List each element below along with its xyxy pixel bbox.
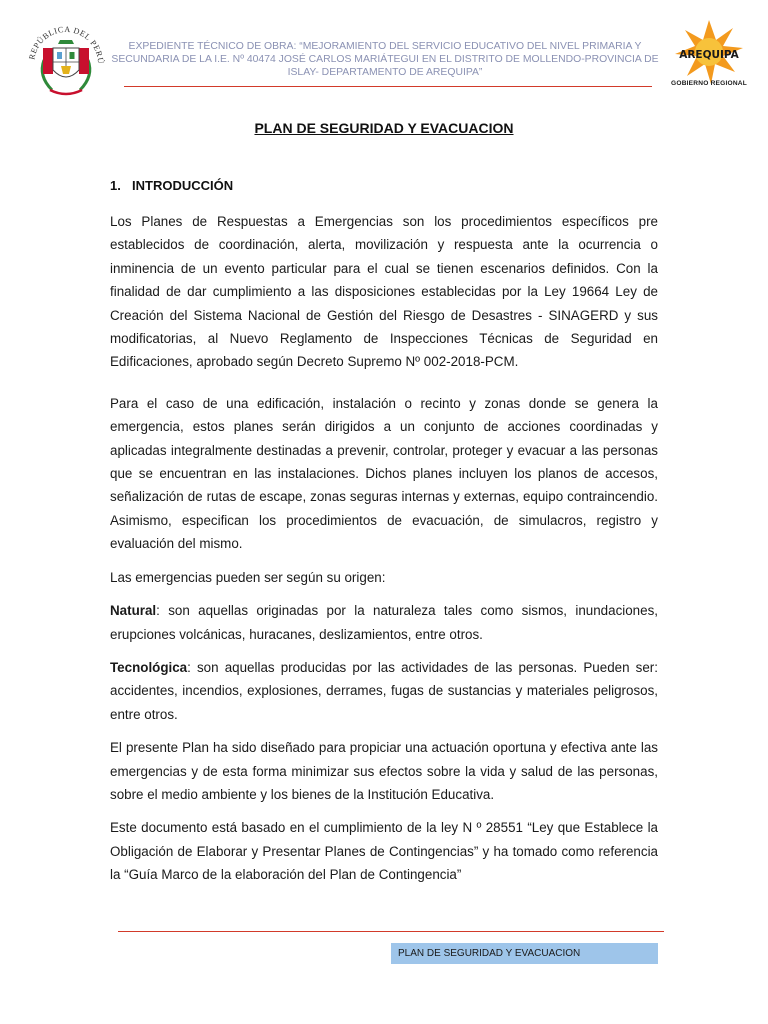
definition-natural: : son aquellas originadas por la naturaleza tales como sismos, inundaciones, erupciones volcánicas, huracanes, deslizamientos, entre otros. [110, 603, 658, 642]
peru-coat-of-arms-icon [22, 14, 110, 98]
section-title: INTRODUCCIÓN [132, 178, 234, 193]
footer-label: PLAN DE SEGURIDAD Y EVACUACION [391, 943, 658, 964]
document-body [110, 210, 658, 897]
term-natural: Natural [110, 603, 157, 619]
section-heading [110, 178, 233, 193]
document-title: PLAN DE SEGURIDAD Y EVACUACION [254, 120, 514, 136]
paragraph-technological [110, 656, 658, 726]
svg-text:REPÚBLICA DEL PERÚ: REPÚBLICA DEL PERÚ [27, 24, 106, 65]
paragraph: Los Planes de Respuestas a Emergencias son los procedimientos específicos pre establecidos de coordinación, alerta, movilización y respuesta ante la ocurrencia o inminencia de un evento particular para el cual se tienen escenarios definidos. Con la finalidad de dar cumplimiento a las disposiciones establecidas por la Ley 19664 Ley de Creación del Sistema Nacional de Gestión del Riesgo de Desastres - SINAGERD y sus modificatorias, al Nuevo Reglamento de Inspecciones Técnicas de Seguridad en Edificaciones, aprobado según Decreto Supremo Nº 002-2018-PCM. [110, 214, 658, 370]
paragraph-natural [110, 599, 658, 646]
paragraph: El presente Plan ha sido diseñado para propiciar una actuación oportuna y efectiva ante las emergencias y de esta forma minimizar sus efectos sobre la vida y salud de las personas, sobre el medio ambiente y los bienes de la Institución Educativa. [110, 740, 658, 802]
paragraph: Las emergencias pueden ser según su origen: [110, 569, 386, 585]
project-header-line: EXPEDIENTE TÉCNICO DE OBRA: “MEJORAMIENTO DEL SERVICIO EDUCATIVO DEL NIVEL PRIMARIA Y [128, 41, 642, 52]
definition-technological: : son aquellas producidas por las actividades de las personas. Pueden ser: accidentes, incendios, explosiones, derrames, fugas de sustancias y materiales peligrosos, entre otros. [110, 659, 658, 722]
logo-caption: GOBIERNO REGIONAL [671, 80, 747, 87]
paragraph: Para el caso de una edificación, instalación o recinto y zonas donde se genera la emergencia, estos planes serán dirigidos a un conjunto de acciones coordinadas y aplicadas integralmente destinadas a prevenir, controlar, proteger y evacuar a las personas que se encuentran en las instalaciones. Dichos planes incluyen los planos de accesos, señalización de rutas de escape, zonas seguras internas y externas, equipo contraincendio. Asimismo, especifican los procedimientos de evacuación, de simulacros, registro y evaluación del mismo. [110, 395, 658, 552]
header-divider [124, 86, 652, 87]
logo-wordmark: AREQUIPA [679, 49, 739, 61]
project-header [110, 40, 660, 79]
term-technological: Tecnológica [110, 659, 188, 675]
section-number: 1. [110, 178, 121, 193]
footer-divider [118, 931, 664, 932]
project-header-line: ISLAY- DEPARTAMENTO DE AREQUIPA” [287, 67, 483, 78]
paragraph: Este documento está basado en el cumplimiento de la ley N º 28551 “Ley que Establece la Obligación de Elaborar y Presentar Planes de Contingencias” y ha tomado como referencia la “Guía Marco de la elaboración del Plan de Contingencia” [110, 820, 658, 883]
project-header-line: SECUNDARIA DE LA I.E. Nº 40474 JOSÉ CARLOS MARIÁTEGUI EN EL DISTRITO DE MOLLENDO-PROVINCIA DE [111, 54, 659, 65]
